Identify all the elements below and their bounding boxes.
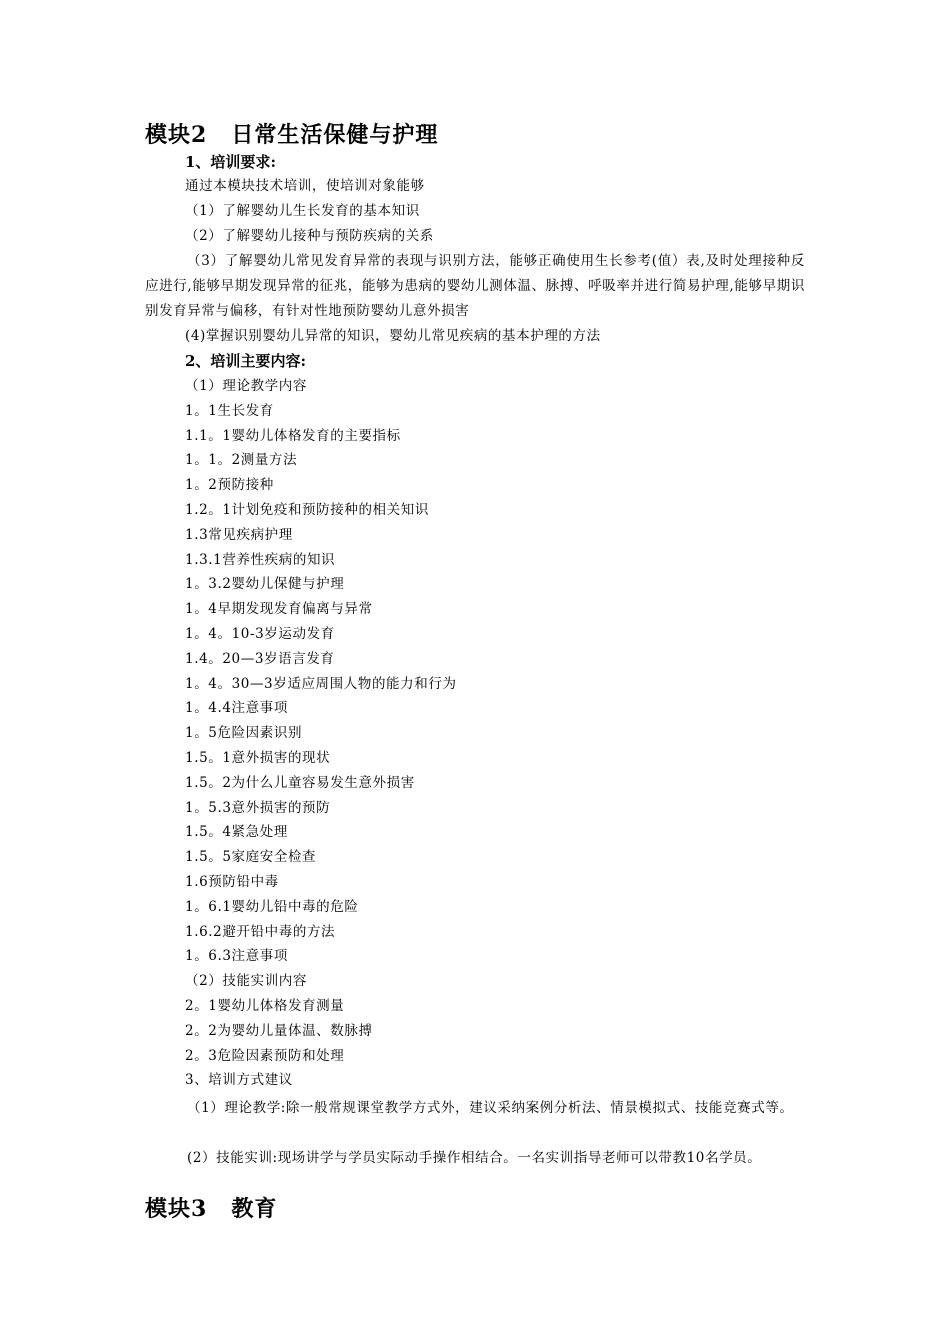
content-item: 1。2预防接种	[185, 477, 274, 494]
module-2-title: 日常生活保健与护理	[231, 122, 439, 148]
content-item: 1.6预防铅中毒	[185, 874, 279, 890]
module-2-heading	[145, 120, 438, 150]
content-item: 1.6.2避开铅中毒的方法	[185, 923, 336, 940]
intro-text: 通过本模块技术培训，使培训对象能够	[185, 178, 425, 194]
content-item: 3、培训方式建议	[185, 1072, 293, 1089]
training-content-heading: 2、培训主要内容:	[185, 352, 306, 370]
content-item: 1。5危险因素识别	[185, 725, 303, 742]
training-requirements-heading: 1、培训要求:	[185, 153, 276, 171]
content-item: 1.5。5家庭安全检查	[185, 849, 317, 866]
content-item: （1）理论教学内容	[185, 378, 307, 394]
content-item: 1。3.2婴幼儿保健与护理	[185, 576, 345, 593]
content-item: 1.5。2为什么儿童容易发生意外损害	[185, 774, 415, 791]
module-3-heading	[145, 1194, 277, 1224]
content-item: 1.2。1计划免疫和预防接种的相关知识	[185, 502, 429, 518]
content-item: 1。4。30—3岁适应周围人物的能力和行为	[185, 675, 457, 692]
content-item: 1。5.3意外损害的预防	[185, 799, 331, 816]
content-item: 1。1生长发育	[185, 402, 274, 419]
content-item: 1.4。20—3岁语言发育	[185, 650, 335, 667]
module-2-number: 模块2	[145, 122, 208, 148]
content-item: 2。1婴幼儿体格发育测量	[185, 998, 345, 1014]
content-item: 1。4早期发现发育偏离与异常	[185, 601, 373, 618]
content-item: 1。4.4注意事项	[185, 700, 288, 717]
requirement-2: （2）了解婴幼儿接种与预防疾病的关系	[185, 228, 434, 244]
requirement-1: （1）了解婴幼儿生长发育的基本知识	[185, 203, 420, 219]
content-item: 1。6.3注意事项	[185, 948, 288, 965]
content-item: 1。4。10-3岁运动发育	[185, 626, 335, 642]
content-item: 2。3危险因素预防和处理	[185, 1047, 345, 1064]
module-3-title: 教育	[231, 1196, 278, 1222]
content-item: 1.5。4紧急处理	[185, 824, 288, 841]
content-item: 1.3常见疾病护理	[185, 526, 293, 543]
content-item: 1。6.1婴幼儿铅中毒的危险	[185, 898, 359, 915]
content-item: 1。1。2测量方法	[185, 452, 298, 469]
content-item: 1.3.1营养性疾病的知识	[185, 551, 336, 568]
module-3-number: 模块3	[145, 1196, 208, 1222]
method-2-practice: (2）技能实训:现场讲学与学员实际动手操作相结合。一名实训指导老师可以带教10名学员。	[187, 1150, 762, 1166]
method-1-theory: （1）理论教学:除一般常规课堂教学方式外，建议采纳案例分析法、情景模拟式、技能竞赛式等。	[187, 1100, 794, 1116]
content-item: （2）技能实训内容	[185, 973, 307, 990]
content-item: 1.1。1婴幼儿体格发育的主要指标	[185, 427, 401, 444]
requirement-3: （3）了解婴幼儿常见发育异常的表现与识别方法，能够正确使用生长参考(值）表,及时处理接种反应进行,能够早期发现异常的征兆，能够为患病的婴幼儿测体温、脉搏、呼吸率并进行简易护理,能够早期识别发育异常与偏移，有针对性地预防婴幼儿意外损害	[145, 253, 805, 319]
content-item: 1.5。1意外损害的现状	[185, 750, 331, 766]
content-item: 2。2为婴幼儿量体温、数脉搏	[185, 1022, 373, 1039]
requirement-4: (4)掌握识别婴幼儿异常的知识，婴幼儿常见疾病的基本护理的方法	[185, 328, 601, 344]
